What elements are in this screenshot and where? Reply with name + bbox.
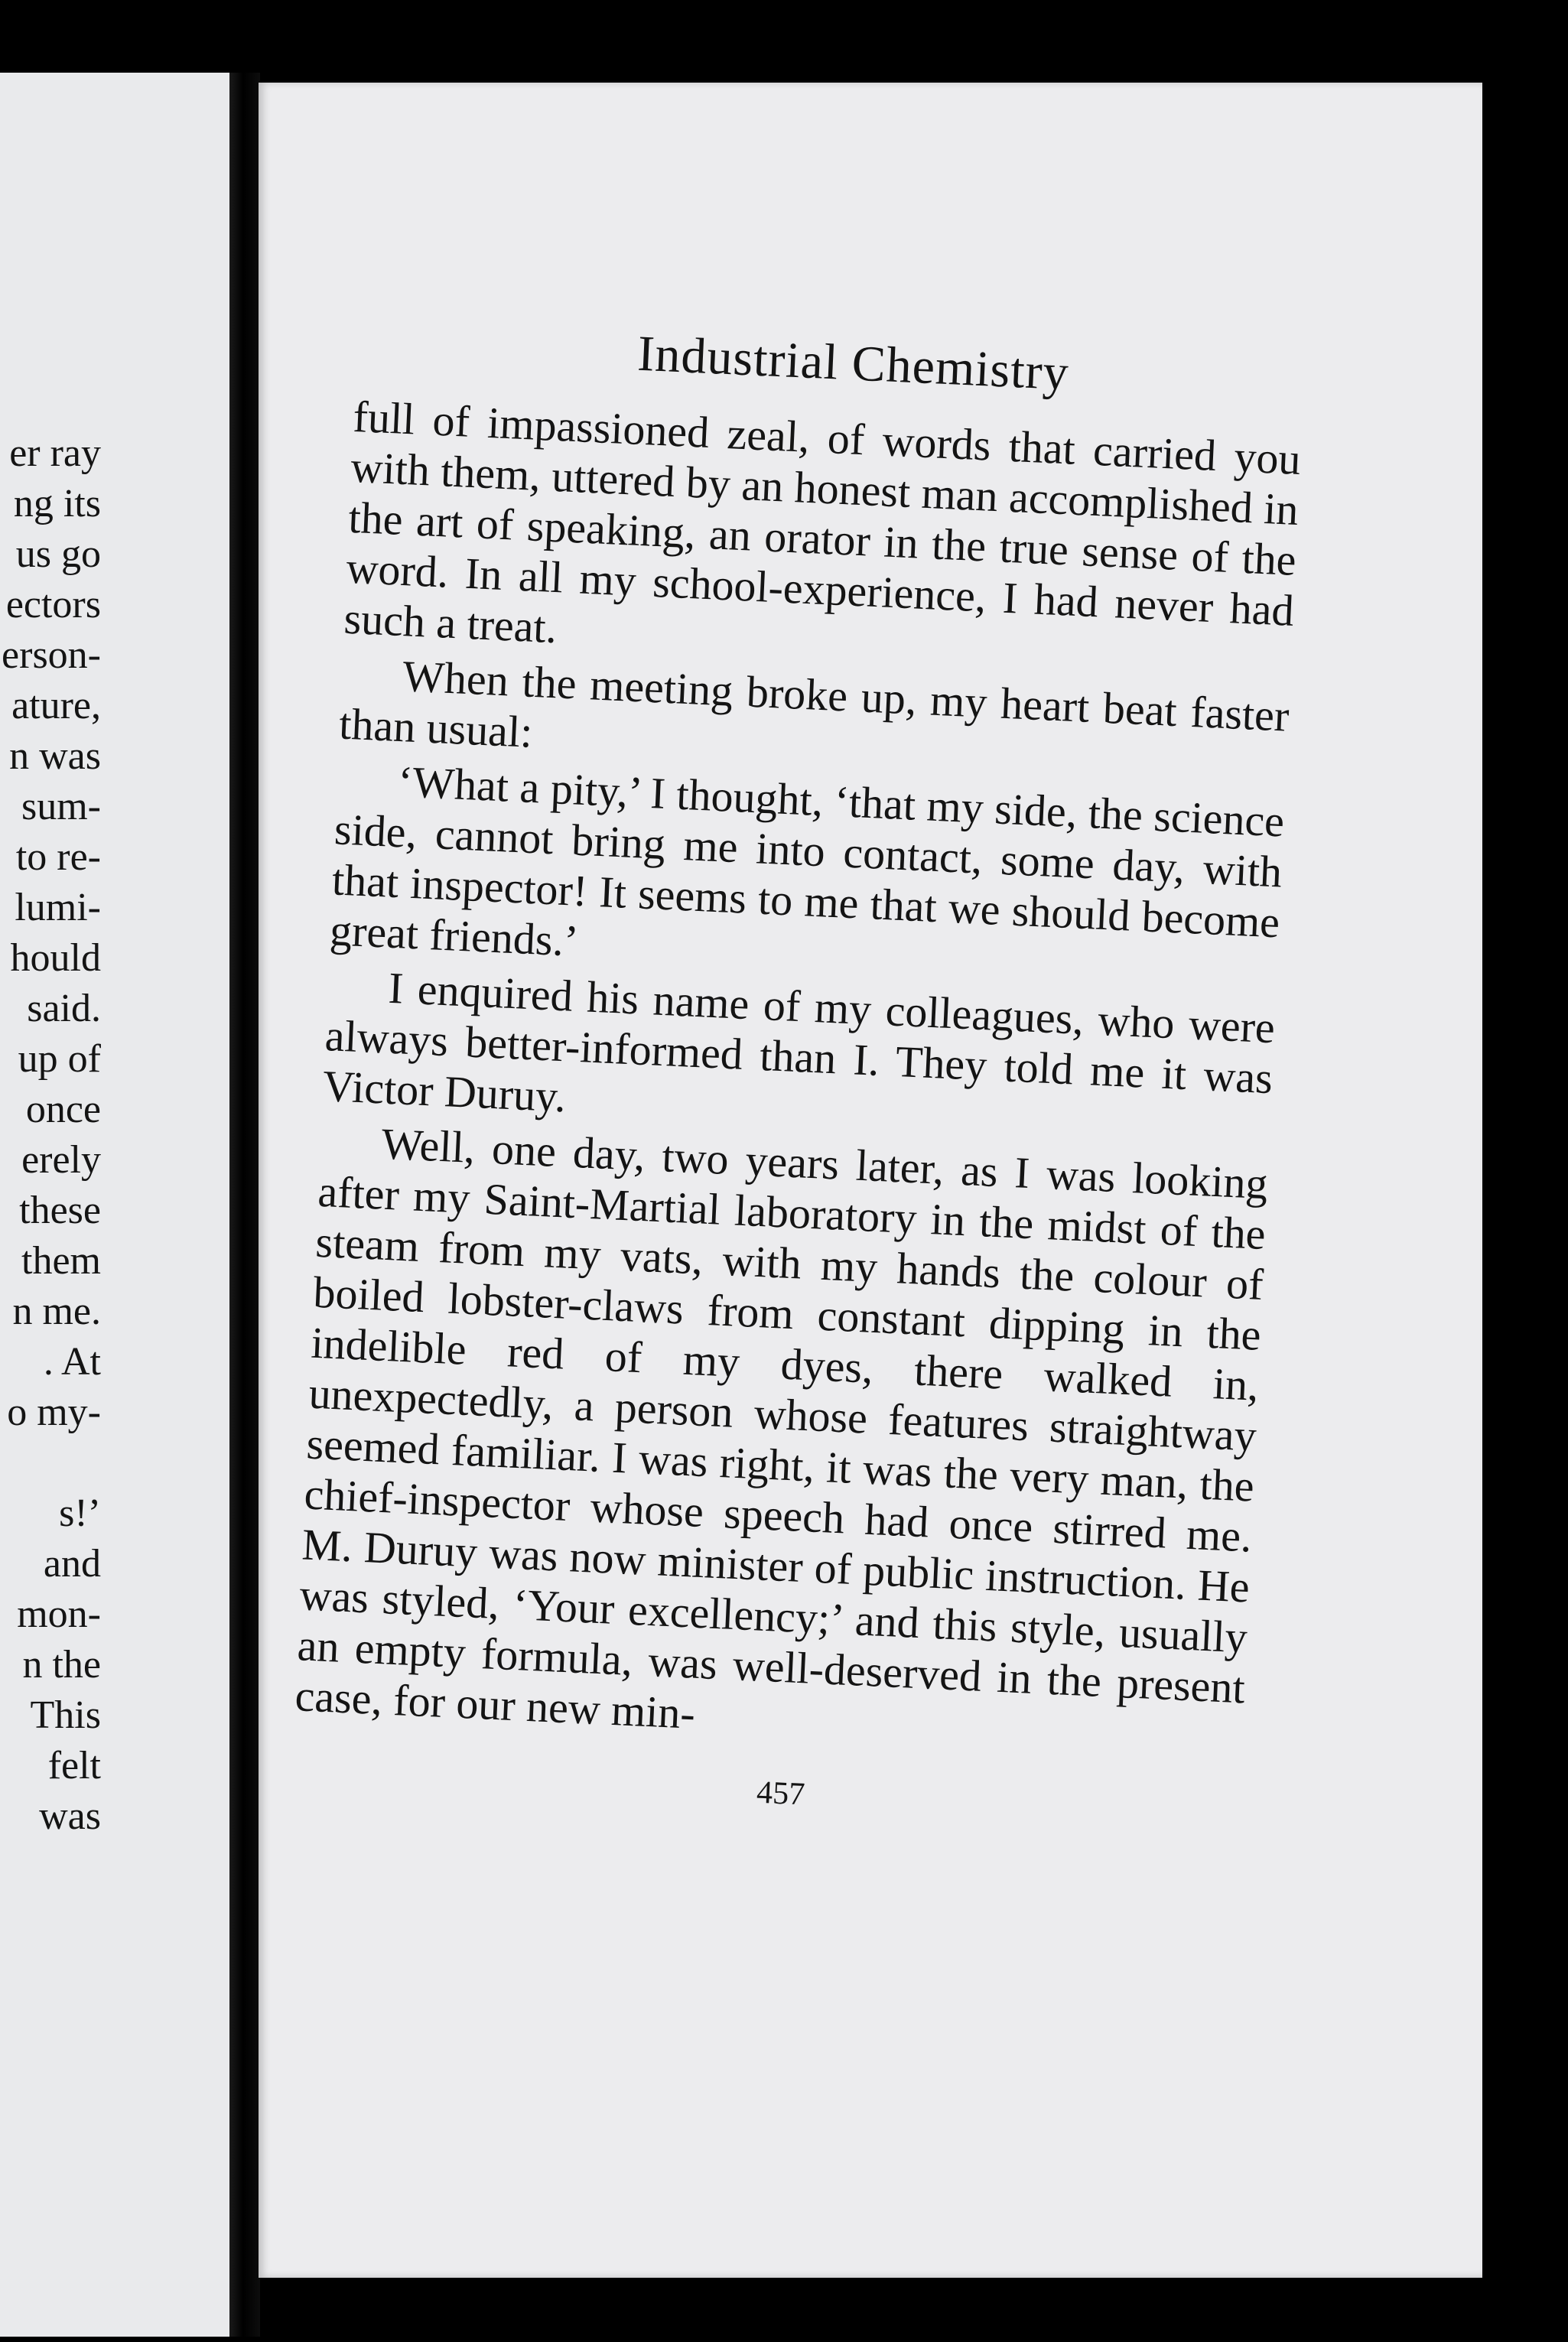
- facing-page-line: hould: [10, 936, 101, 980]
- facing-page-line: felt: [47, 1744, 101, 1787]
- facing-page-line: was: [39, 1794, 101, 1838]
- paragraph: ‘What a pity,’ I thought, ‘that my side, the science side, cannot bring me into contact, some day, with that inspector! It seems to me that we should become great friends.’: [328, 756, 1286, 966]
- facing-page-line: lumi-: [15, 886, 101, 929]
- facing-page-line: once: [25, 1088, 101, 1131]
- paragraph: When the meeting broke up, my heart beat faster than usual:: [338, 651, 1290, 757]
- facing-page-line: [2, 1438, 101, 1488]
- facing-page-line: This: [30, 1693, 101, 1737]
- page-content: [291, 312, 1305, 1833]
- main-page: [259, 83, 1482, 2278]
- facing-page-text: [2, 428, 101, 1842]
- facing-page-line: o my-: [7, 1391, 101, 1434]
- paragraph: Well, one day, two years later, as I was looking after my Saint-Martial laboratory in the midst of the steam from my vats, with my hands the colour of boiled lobster-claws from constant dipping in the indelible red of my dyes, there walked in, unexpectedly, a person whose features straightway seemed familiar. I was right, it was the very man, the chief-inspector whose speech had once stirred me. M. Duruy was now minister of public instruction. He was styled, ‘Your excellency;’ and this style, usually an empty formula, was well-deserved in the present case, for our new min-: [294, 1118, 1270, 1739]
- facing-page-line: them: [21, 1239, 101, 1283]
- facing-page-line: n the: [22, 1643, 101, 1687]
- book-gutter: [229, 73, 260, 2337]
- facing-page-line: s!’: [59, 1491, 101, 1535]
- facing-page-line: er ray: [9, 431, 101, 475]
- facing-page-line: erely: [21, 1138, 101, 1182]
- facing-page-line: mon-: [17, 1592, 101, 1636]
- facing-page: [0, 73, 229, 2337]
- facing-page-line: ature,: [11, 684, 101, 727]
- running-head: Industrial Chemistry: [636, 325, 1071, 402]
- facing-page-line: up of: [18, 1037, 101, 1081]
- facing-page-line: and: [43, 1542, 101, 1586]
- body-text: [294, 392, 1302, 1764]
- facing-page-line: . At: [43, 1340, 101, 1384]
- facing-page-line: erson-: [2, 633, 101, 677]
- facing-page-line: ectors: [5, 583, 101, 626]
- paragraph: I enquired his name of my colleagues, who were always better-informed than I. They told me it was Victor Duruy.: [321, 962, 1277, 1122]
- facing-page-line: said.: [27, 987, 101, 1030]
- facing-page-line: to re-: [15, 835, 101, 879]
- facing-page-line: ng its: [13, 482, 101, 525]
- facing-page-line: n was: [9, 734, 101, 778]
- facing-page-line: these: [19, 1189, 101, 1232]
- facing-page-line: us go: [15, 532, 101, 576]
- paragraph: full of impassioned zeal, of words that carried you with them, uttered by an honest man accomplished in the art of speaking, an orator in the true sense of the word. In all my school-experience, I had never had such a treat.: [343, 391, 1303, 653]
- page-number: 457: [756, 1774, 806, 1813]
- facing-page-line: n me.: [12, 1290, 101, 1333]
- facing-page-line: sum-: [21, 785, 101, 828]
